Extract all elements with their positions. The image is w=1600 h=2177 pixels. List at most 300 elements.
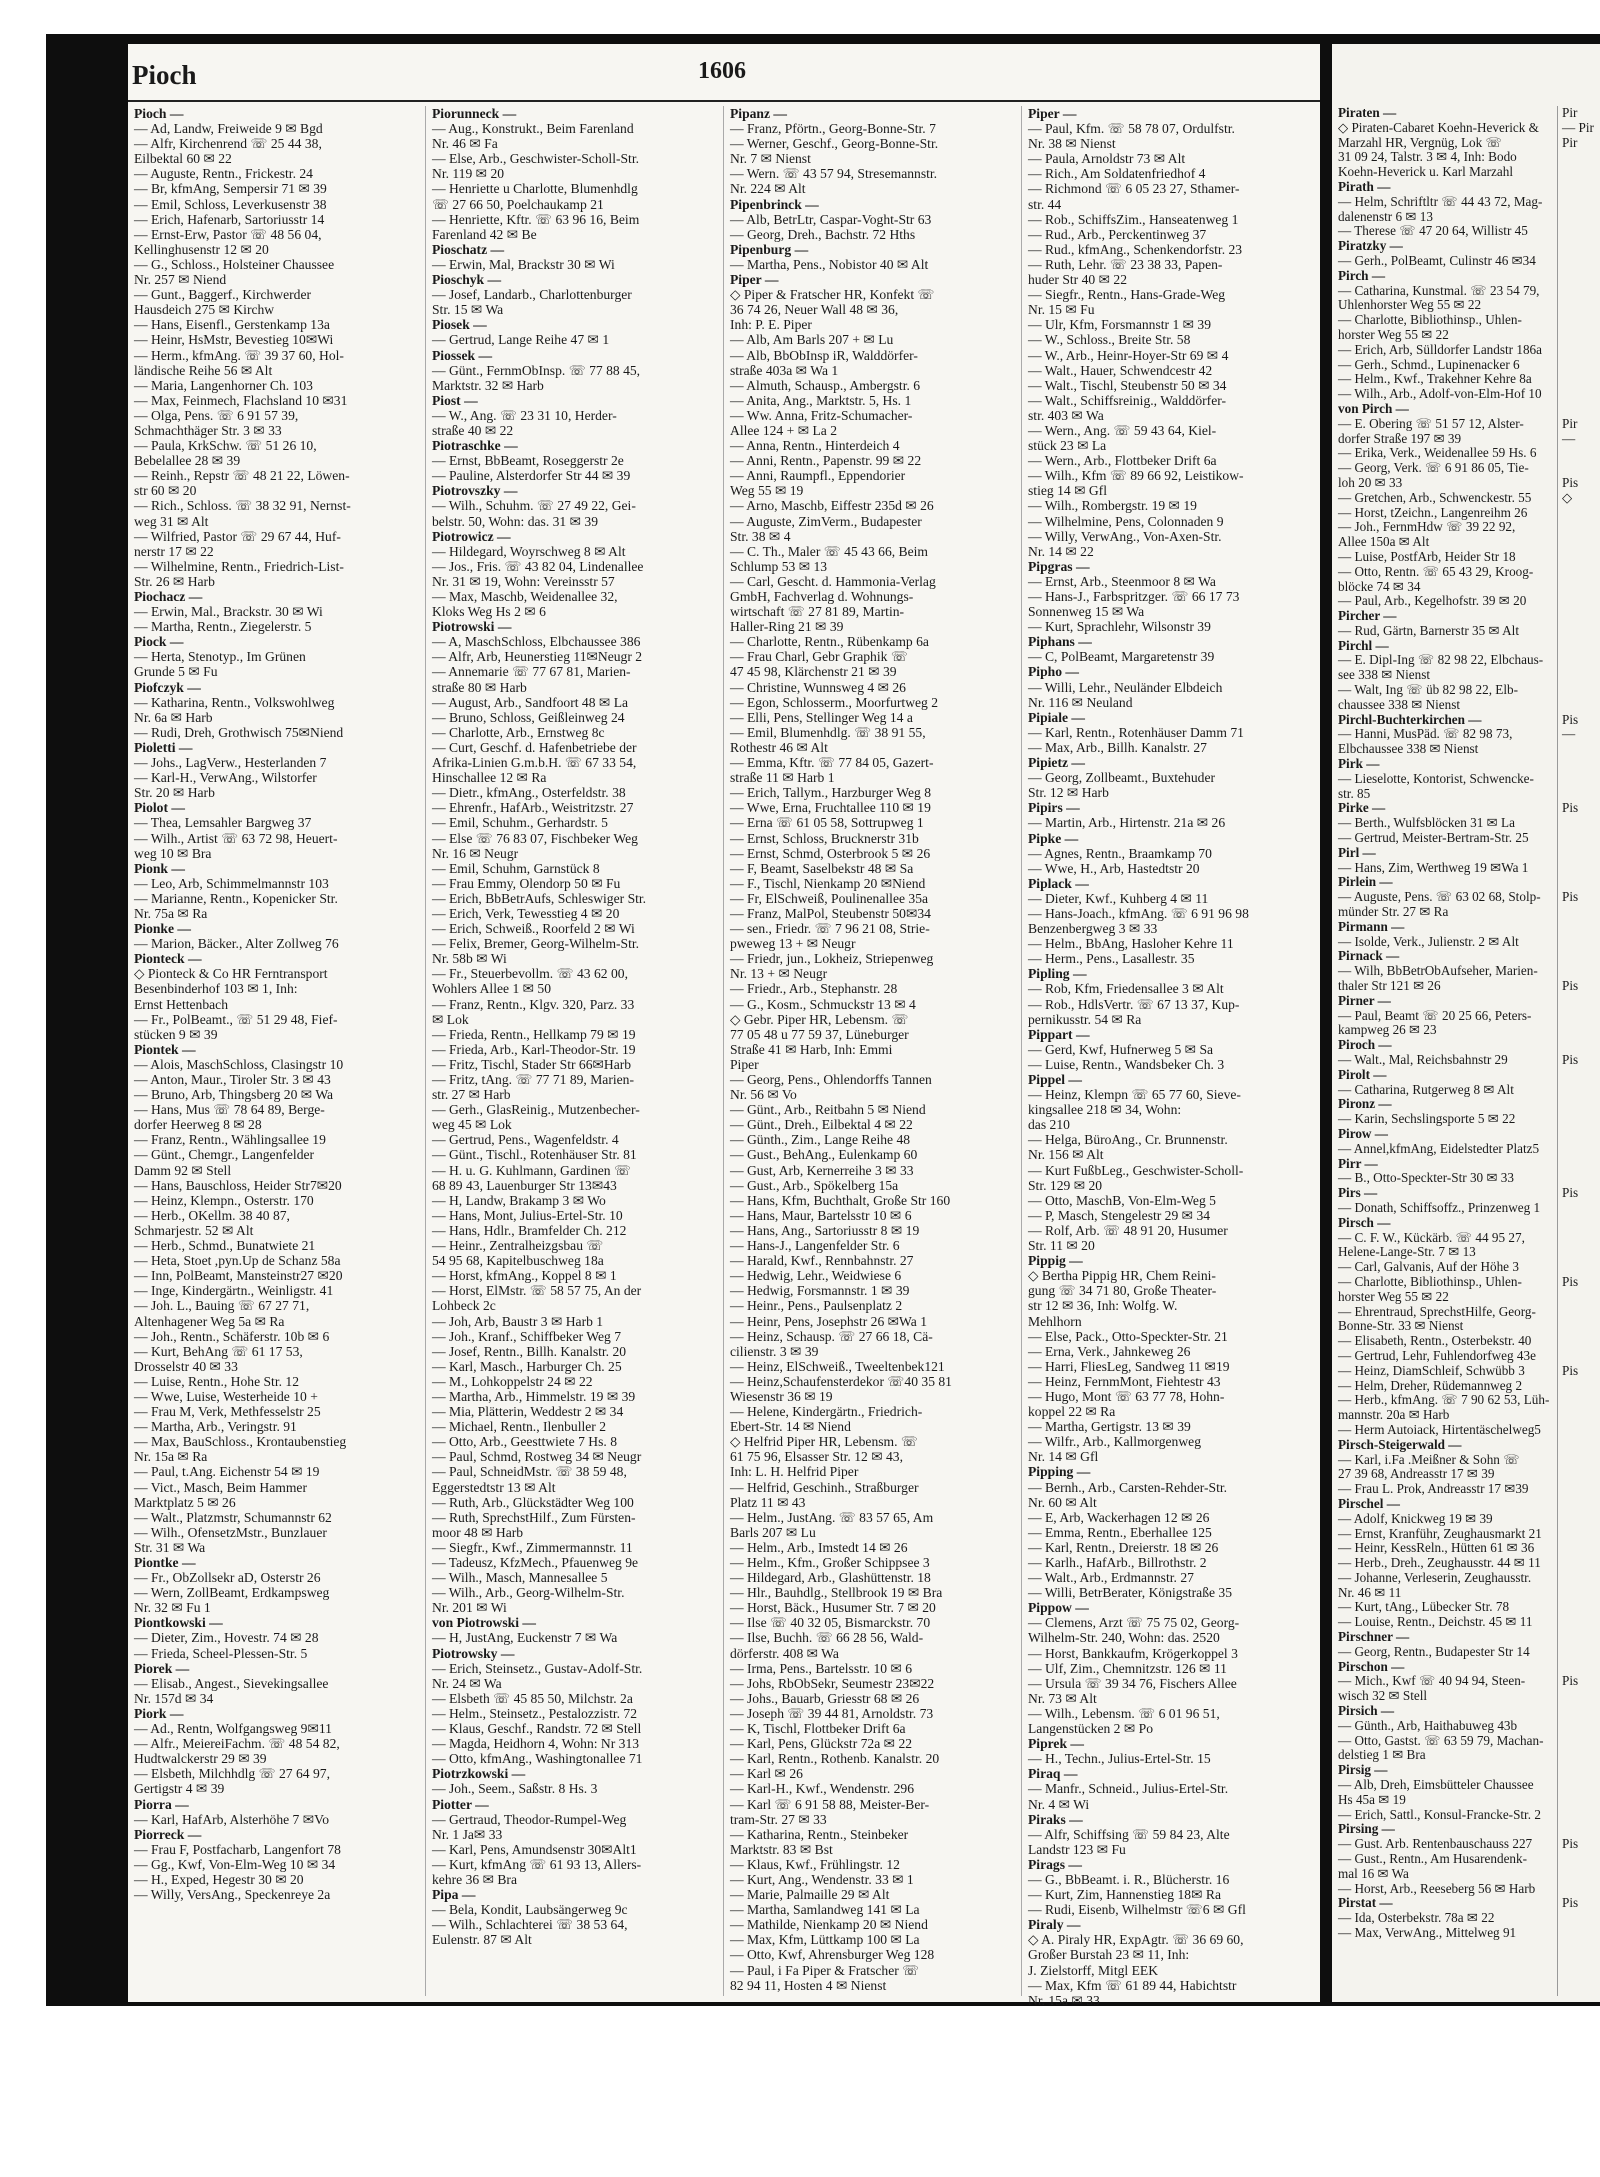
directory-entry-line: — Gertraud, Theodor-Rumpel-Weg — [432, 1811, 627, 1827]
directory-entry-line: — Karl, Rentn., Rotenhäuser Damm 71 — [1028, 724, 1244, 740]
surname-heading: Pirk — — [1338, 756, 1380, 772]
directory-entry-line: dorfer Straße 197 ✉ 39 — [1338, 430, 1462, 446]
directory-entry-line: Nr. 60 ✉ Alt — [1028, 1494, 1097, 1510]
directory-entry-line: — Erich, Tallym., Harzburger Weg 8 — [730, 785, 932, 801]
directory-entry-line: — Aug., Konstrukt., Beim Farenland — [432, 121, 634, 137]
directory-entry-line: — Herb., kfmAng. ☏ 7 90 62 53, Lüh- — [1338, 1392, 1550, 1408]
directory-entry-line: — Fr., PolBeamt., ☏ 51 29 48, Fief- — [134, 1011, 338, 1027]
directory-entry-line: — Karl, Rentn., Rothenb. Kanalstr. 20 — [730, 1751, 940, 1767]
directory-entry-line — [1562, 1704, 1600, 1719]
directory-entry-line: — C. F. W., Kückärb. ☏ 44 95 27, — [1338, 1229, 1525, 1245]
directory-entry-line: str 60 ✉ 20 — [134, 483, 197, 499]
directory-entry-line: — Ernst, BbBeamt, Roseggerstr 2e — [432, 453, 624, 469]
directory-entry-line — [1562, 1571, 1600, 1586]
directory-entry-line: — Mia, Plätterin, Weddestr 2 ✉ 34 — [432, 1404, 624, 1420]
directory-entry-line: — Frau F, Postfacharb, Langenfort 78 — [134, 1841, 341, 1857]
directory-entry-line: — Frieda, Scheel-Plessen-Str. 5 — [134, 1645, 308, 1661]
directory-entry-line: — Helm., BbAng, Hasloher Kehre 11 — [1028, 936, 1234, 952]
directory-entry-line: Str. 11 ✉ 20 — [1028, 1238, 1095, 1254]
directory-entry-line: — Martha, Arb., Himmelstr. 19 ✉ 39 — [432, 1388, 636, 1404]
directory-entry-line: — Else, Pack., Otto-Speckter-Str. 21 — [1028, 1328, 1228, 1344]
directory-entry-line — [1562, 1482, 1600, 1497]
directory-entry-line: Altenhagener Weg 5a ✉ Ra — [134, 1313, 285, 1329]
directory-entry-line: — Walt., Tischl, Steubenstr 50 ✉ 34 — [1028, 377, 1227, 393]
directory-entry-line: — Paul, Arb., Kegelhofstr. 39 ✉ 20 — [1338, 593, 1527, 609]
directory-entry-line: — Gg., Kwf, Von-Elm-Weg 10 ✉ 34 — [134, 1856, 336, 1872]
directory-entry-line: — Willy, VerwAng., Von-Axen-Str. — [1028, 528, 1222, 544]
surname-heading: Pionke — — [134, 921, 192, 937]
directory-entry-line: Nr. 73 ✉ Alt — [1028, 1690, 1097, 1706]
directory-entry-line — [1562, 1527, 1600, 1542]
directory-entry-line: — Egon, Schlosserm., Moorfurtweg 2 — [730, 694, 939, 710]
directory-entry-line: — Inge, Kindergärtn., Weinligstr. 41 — [134, 1283, 334, 1299]
directory-entry-line: — Rich., Am Soldatenfriedhof 4 — [1028, 166, 1206, 182]
directory-entry-line: — Joseph ☏ 39 44 81, Arnoldstr. 73 — [730, 1705, 934, 1721]
directory-entry-line — [1562, 402, 1600, 417]
directory-entry-line: Schmachthäger Str. 3 ✉ 33 — [134, 422, 282, 438]
directory-entry-line: — Helm., Kfm., Großer Schippsee 3 — [730, 1555, 930, 1570]
directory-entry-line: moor 48 ✉ Harb — [432, 1524, 524, 1540]
directory-entry-line — [1562, 1408, 1600, 1423]
directory-entry-line: Afrika-Linien G.m.b.H. ☏ 67 33 54, — [432, 755, 637, 771]
directory-entry-line: Nr. 13 + ✉ Neugr — [730, 966, 828, 982]
surname-heading: Piork — — [134, 1705, 184, 1721]
directory-entry-line: weg 10 ✉ Bra — [134, 845, 212, 861]
surname-heading: Pippel — — [1028, 1072, 1083, 1087]
directory-entry-line: thaler Str 121 ✉ 26 — [1338, 978, 1441, 994]
surname-heading: Piock — — [134, 634, 184, 650]
directory-entry-line: — Henriette, Kftr. ☏ 63 96 16, Beim — [432, 211, 640, 227]
surname-heading: Pioch — — [134, 106, 184, 121]
directory-entry-line: — Heinz, DiamSchleif, Schwübb 3 — [1338, 1362, 1525, 1378]
directory-entry-line: — Frieda, Rentn., Hellkamp 79 ✉ 19 — [432, 1026, 636, 1042]
directory-entry-line: — Joh., FernmHdw ☏ 39 22 92, — [1338, 519, 1516, 535]
directory-entry-line: Nr. 15a ✉ 33 — [1028, 1992, 1100, 2008]
directory-entry-line: — Erwin, Mal, Brackstr 30 ✉ Wi — [432, 256, 615, 272]
directory-entry-line — [1562, 565, 1600, 580]
directory-entry-line: — Dieter, Zim., Hovestr. 74 ✉ 28 — [134, 1630, 319, 1646]
directory-entry-line — [1562, 1393, 1600, 1408]
directory-entry-line — [1562, 683, 1600, 698]
directory-entry-line: Elbchaussee 338 ✉ Nienst — [1338, 741, 1479, 757]
directory-entry-line: — Friedr., Arb., Stephanstr. 28 — [730, 981, 898, 997]
directory-entry-line — [1562, 757, 1600, 772]
directory-entry-line: Wilhelm-Str. 240, Wohn: das. 2520 — [1028, 1630, 1220, 1646]
directory-entry-line: — P, Masch, Stengelestr 29 ✉ 34 — [1028, 1207, 1211, 1223]
directory-entry-line: — Pir — [1562, 119, 1594, 135]
directory-entry-line: — Paula, KrkSchw. ☏ 51 26 10, — [134, 438, 317, 454]
directory-entry-line: Nr. 16 ✉ Neugr — [432, 845, 519, 861]
directory-entry-line: — Hans-Joach., kfmAng. ☏ 6 91 96 98 — [1028, 905, 1249, 921]
facing-page-columns — [1332, 106, 1600, 1996]
directory-entry-line: straße 403a ✉ Wa 1 — [730, 362, 839, 378]
surname-heading: Piotrovszky — — [432, 483, 518, 499]
surname-heading: Pirschon — — [1338, 1658, 1405, 1674]
directory-entry-line: Nr. 224 ✉ Alt — [730, 181, 806, 197]
directory-entry-line: — Georg, Dreh., Bachstr. 72 Hths — [730, 226, 916, 242]
directory-entry-line: — Wilh., OfensetzMstr., Bunzlauer — [134, 1524, 327, 1540]
surname-heading: Piotrowski — — [432, 619, 512, 635]
directory-entry-line: — Erna, Verk., Jahnkeweg 26 — [1028, 1343, 1191, 1359]
directory-entry-line: — Wilfr., Arb., Kallmorgenweg — [1028, 1434, 1202, 1450]
surname-heading: Piorek — — [134, 1660, 190, 1676]
directory-entry-line: — Helm., JustAng. ☏ 83 57 65, Am — [730, 1509, 934, 1525]
directory-entry-line: — Ernst, Schloss, Brucknerstr 31b — [730, 830, 919, 846]
surname-heading: Piotter — — [432, 1796, 489, 1812]
directory-entry-line: — Erich, Hafenarb, Sartoriusstr 14 — [134, 211, 325, 227]
directory-entry-line: — Gerh., Schmd., Lupinenacker 6 — [1338, 356, 1520, 372]
directory-entry-line: — Alfr, Kirchenrend ☏ 25 44 38, — [134, 136, 322, 152]
directory-entry-line: — Max, Kfm ☏ 61 89 44, Habichtstr — [1028, 1977, 1237, 1993]
directory-entry-line: see 338 ✉ Nienst — [1338, 667, 1430, 683]
directory-entry-line: — Erna ☏ 61 05 58, Sottrupweg 1 — [730, 815, 924, 831]
directory-entry-line: — Frieda, Arb., Karl-Theodor-Str. 19 — [432, 1041, 636, 1057]
directory-entry-line: Bebelallee 28 ✉ 39 — [134, 453, 241, 469]
directory-entry-line: — Thea, Lemsahler Bargweg 37 — [134, 815, 312, 831]
directory-entry-line: Nr. 14 ✉ Gfl — [1028, 1449, 1099, 1465]
directory-entry-line: Pis — [1562, 889, 1579, 905]
directory-columns — [128, 106, 1320, 2008]
directory-entry-line: Besenbinderhof 103 ✉ 1, Inh: — [134, 981, 298, 997]
surname-heading: Pircher — — [1338, 608, 1397, 624]
directory-entry-line: — Ad., Rentn, Wolfgangsweg 9✉11 — [134, 1721, 332, 1737]
directory-entry-line: Damm 92 ✉ Stell — [134, 1162, 232, 1178]
directory-entry-line: ☏ 27 66 50, Poelchaukamp 21 — [432, 196, 604, 212]
surname-heading: Pioschatz — — [432, 241, 505, 257]
directory-entry-line: — Walt, Ing ☏ üb 82 98 22, Elb- — [1338, 682, 1519, 698]
directory-entry-line — [1562, 1660, 1600, 1675]
directory-entry-line: 68 89 43, Lauenburger Str 13✉43 — [432, 1177, 617, 1193]
directory-entry-line: — Siegfr., Kwf., Zimmermannstr. 11 — [432, 1539, 633, 1555]
surname-heading: Piraten — — [1338, 105, 1397, 120]
directory-entry-line: Sonnenweg 15 ✉ Wa — [1028, 604, 1145, 620]
directory-entry-line: str. 85 — [1338, 785, 1371, 801]
directory-entry-line: ◇ Helfrid Piper HR, Lebensm. ☏ — [730, 1434, 918, 1450]
directory-entry-line: — Günth., Arb, Haithabuweg 43b — [1338, 1717, 1518, 1733]
directory-entry-line: — Hildegard, Woyrschweg 8 ✉ Alt — [432, 543, 626, 559]
directory-entry-line: — Paul, Schmd, Rostweg 34 ✉ Neugr — [432, 1449, 642, 1465]
directory-entry-line: ◇ Bertha Pippig HR, Chem Reini- — [1028, 1268, 1216, 1284]
directory-entry-line — [1562, 239, 1600, 254]
surname-heading: Pipa — — [432, 1887, 476, 1903]
directory-entry-line: — Gust, Arb, Kernerreihe 3 ✉ 33 — [730, 1162, 914, 1178]
directory-entry-line — [1562, 1127, 1600, 1142]
directory-entry-line: — Helfrid, Geschinh., Straßburger — [730, 1479, 919, 1495]
directory-entry-line: — Wwe, Erna, Fruchtallee 110 ✉ 19 — [730, 800, 931, 816]
directory-entry-line: — Max, Maschb, Weidenallee 32, — [432, 589, 618, 604]
directory-entry-line: — Anni, Raumpfl., Eppendorier — [730, 468, 906, 484]
directory-entry-line: — Joh., Rentn., Schäferstr. 10b ✉ 6 — [134, 1328, 330, 1344]
directory-entry-line: — Willi, BetrBerater, Königstraße 35 — [1028, 1585, 1233, 1601]
directory-entry-line — [1562, 165, 1600, 180]
directory-entry-line: — Erich, BbBetrAufs, Schleswiger Str. — [432, 890, 647, 906]
directory-entry-line: — Frau Charl, Gebr Graphik ☏ — [730, 649, 908, 665]
surname-heading: Pirschel — — [1338, 1495, 1400, 1511]
directory-entry-line: — Hans-J., Langenfelder Str. 6 — [730, 1238, 900, 1254]
directory-entry-line: — Luise, Rentn., Wandsbeker Ch. 3 — [1028, 1056, 1225, 1072]
directory-entry-line: — Heinz,Schaufensterdekor ☏40 35 81 — [730, 1373, 952, 1389]
directory-entry-line: — Hans, Ang., Sartoriusstr 8 ✉ 19 — [730, 1222, 920, 1238]
directory-entry-line: — Günt., Tischl., Rotenhäuser Str. 81 — [432, 1147, 637, 1163]
directory-entry-line: — Gust., Arb., Spökelberg 15a — [730, 1177, 899, 1193]
directory-entry-line: — Charlotte, Rentn., Rübenkamp 6a — [730, 634, 929, 650]
directory-entry-line — [1562, 846, 1600, 861]
directory-entry-line: — Carl, Galvanis, Auf der Höhe 3 — [1338, 1259, 1519, 1275]
directory-entry-line: — Arno, Maschb, Eiffestr 235d ✉ 26 — [730, 498, 934, 514]
directory-entry-line: — Hildegard, Arb., Glashüttenstr. 18 — [730, 1570, 931, 1586]
directory-entry-line: — E. Obering ☏ 51 57 12, Alster- — [1338, 415, 1524, 431]
surname-heading: Piraq — — [1028, 1766, 1078, 1782]
directory-entry-line: 82 94 11, Hosten 4 ✉ Nienst — [730, 1977, 887, 1993]
directory-entry-line: — Karl, HafArb, Alsterhöhe 7 ✉Vo — [134, 1811, 329, 1827]
directory-entry-line: Pis — [1562, 1895, 1579, 1911]
directory-entry-line: — Horst, tZeichn., Langenreihm 26 — [1338, 504, 1528, 520]
directory-entry-line: — Ilse, Buchh. ☏ 66 28 56, Wald- — [730, 1630, 924, 1646]
directory-entry-line: — Hans, Eisenfl., Gerstenkamp 13a — [134, 317, 330, 333]
surname-heading: Pirolt — — [1338, 1066, 1387, 1082]
directory-entry-line: — Emil, Schloss, Leverkusenstr 38 — [134, 196, 327, 212]
directory-entry-line: — Johs., Bauarb, Griesstr 68 ✉ 26 — [730, 1690, 920, 1706]
directory-entry-line: — Hans-J., Farbspritzger. ☏ 66 17 73 — [1028, 589, 1240, 604]
directory-entry-line: — Emil, Schuhm., Gerhardstr. 5 — [432, 815, 608, 831]
surname-heading: Piontek — — [134, 1041, 196, 1057]
surname-heading: Pirnack — — [1338, 948, 1400, 964]
directory-entry-line — [1562, 949, 1600, 964]
directory-entry-line: wirtschaft ☏ 27 81 89, Martin- — [730, 604, 905, 620]
directory-entry-line: Pis — [1562, 1185, 1579, 1201]
surname-heading: Pipanz — — [730, 106, 788, 121]
surname-heading: Pirke — — [1338, 800, 1386, 816]
surname-heading: Piotrowsky — — [432, 1645, 515, 1661]
directory-entry-line: — Hans, Kfm, Buchthalt, Große Str 160 — [730, 1192, 951, 1208]
directory-entry-line: — Max, BauSchloss., Krontaubenstieg — [134, 1434, 347, 1450]
surname-heading: Pioschyk — — [432, 272, 502, 288]
directory-entry-line: — Marie, Palmaille 29 ✉ Alt — [730, 1887, 890, 1903]
directory-entry-line: — Hans, Maur, Bartelsstr 10 ✉ 6 — [730, 1207, 912, 1223]
directory-entry-line: — Emma, Kftr. ☏ 77 84 05, Gazert- — [730, 755, 934, 771]
directory-entry-line: Allee 124 + ✉ La 2 — [730, 422, 838, 438]
directory-entry-line: Str. 129 ✉ 20 — [1028, 1177, 1103, 1193]
directory-entry-line: — Georg, Zollbeamt., Buxtehuder — [1028, 770, 1216, 786]
directory-entry-line: — C, PolBeamt, Margaretenstr 39 — [1028, 649, 1215, 665]
directory-entry-line — [1562, 1763, 1600, 1778]
directory-entry-line: — Hans, Mus ☏ 78 64 89, Berge- — [134, 1102, 325, 1118]
directory-entry-line — [1562, 1201, 1600, 1216]
directory-entry-line: dalenenstr 6 ✉ 13 — [1338, 208, 1433, 224]
directory-entry-line: — Helm., Kwf., Trakehner Kehre 8a — [1338, 371, 1532, 387]
directory-entry-line: — Otto, MaschB, Von-Elm-Weg 5 — [1028, 1192, 1216, 1208]
directory-entry-line — [1562, 875, 1600, 890]
directory-entry-line — [1562, 580, 1600, 595]
directory-entry-line: — Gretchen, Arb., Schwenckestr. 55 — [1338, 489, 1532, 505]
directory-entry-line: — Günt., Dreh., Eilbektal 4 ✉ 22 — [730, 1117, 913, 1133]
directory-entry-line: — H, Landw, Brakamp 3 ✉ Wo — [432, 1192, 606, 1208]
directory-entry-line — [1562, 1379, 1600, 1394]
surname-heading: Pipho — — [1028, 664, 1079, 680]
directory-entry-line: — Gust., Rentn., Am Husarendenk- — [1338, 1851, 1527, 1867]
directory-entry-line: — Erich, Schweiß., Roorfeld 2 ✉ Wi — [432, 921, 635, 937]
directory-entry-line: — Klaus, Geschf., Randstr. 72 ✉ Stell — [432, 1721, 642, 1737]
directory-entry-line: — Ww. Anna, Fritz-Schumacher- — [730, 407, 913, 423]
directory-entry-line: — Willy, VersAng., Speckenreye 2a — [134, 1887, 331, 1903]
directory-entry-line: — Helene, Kindergärtn., Friedrich- — [730, 1404, 923, 1420]
directory-entry-line: — Frau L. Prok, Andreasstr 17 ✉39 — [1338, 1481, 1529, 1497]
surname-heading: Pipirs — — [1028, 800, 1080, 816]
surname-heading: Piraly — — [1028, 1917, 1081, 1933]
directory-entry-line: — W., Arb., Heinr-Hoyer-Str 69 ✉ 4 — [1028, 347, 1229, 363]
directory-entry-line: — Br, kfmAng, Sempersir 71 ✉ 39 — [134, 181, 327, 197]
directory-entry-line: — Joh., Kranf., Schiffbeker Weg 7 — [432, 1328, 622, 1344]
directory-entry-line: — Wern, ZollBeamt, Erdkampsweg — [134, 1585, 330, 1601]
directory-entry-line: — Walt., Hauer, Schwendcestr 42 — [1028, 362, 1213, 378]
directory-entry-line: — Tadeusz, KfzMech., Pfauenweg 9e — [432, 1555, 639, 1570]
directory-entry-line: — Paul, i Fa Piper & Fratscher ☏ — [730, 1962, 920, 1978]
directory-entry-line: — Kurt, Ang., Wendenstr. 33 ✉ 1 — [730, 1871, 914, 1887]
facing-page — [1332, 44, 1600, 2002]
directory-entry-line: — Max, VerwAng., Mittelweg 91 — [1338, 1925, 1517, 1941]
directory-entry-line: — Erich, Steinsetz., Gustav-Adolf-Str. — [432, 1660, 643, 1676]
directory-entry-line: Pis — [1562, 1836, 1579, 1852]
directory-entry-line: — Karl, i.Fa .Meißner & Sohn ☏ — [1338, 1451, 1520, 1467]
directory-entry-line — [1562, 1822, 1600, 1837]
directory-entry-line: — Alb, BetrLtr, Caspar-Voght-Str 63 — [730, 211, 932, 227]
directory-entry-line: delstieg 1 ✉ Bra — [1338, 1747, 1426, 1763]
directory-entry-line: — Herb., Dreh., Zeughausstr. 44 ✉ 11 — [1338, 1555, 1541, 1571]
directory-entry-line: nerstr 17 ✉ 22 — [134, 543, 214, 559]
directory-entry-line: Drosselstr 40 ✉ 33 — [134, 1358, 238, 1374]
directory-entry-line: — Heinr, KessReln., Hütten 61 ✉ 36 — [1338, 1540, 1535, 1556]
surname-heading: Pionk — — [134, 860, 185, 876]
directory-entry-line: — Rudi, Dreh, Grothwisch 75✉Niend — [134, 724, 344, 740]
directory-entry-line: horster Weg 55 ✉ 22 — [1338, 1288, 1449, 1304]
directory-entry-line — [1562, 1216, 1600, 1231]
surname-heading: Piotrowicz — — [432, 528, 511, 544]
directory-entry-line: — Catharina, Rutgerweg 8 ✉ Alt — [1338, 1081, 1514, 1097]
directory-entry-line — [1562, 1171, 1600, 1186]
directory-entry-line: 27 39 68, Andreasstr 17 ✉ 39 — [1338, 1466, 1495, 1482]
directory-entry-line: tram-Str. 27 ✉ 33 — [730, 1811, 827, 1827]
directory-entry-line: Hudtwalckerstr 29 ✉ 39 — [134, 1751, 267, 1767]
surname-heading: Pirner — — [1338, 992, 1391, 1008]
directory-entry-line: — Marion, Bäcker., Alter Zollweg 76 — [134, 936, 339, 952]
directory-entry-line: Lohbeck 2c — [432, 1298, 496, 1314]
directory-entry-line — [1562, 550, 1600, 565]
directory-entry-line: — Franz, Pförtn., Georg-Bonne-Str. 7 — [730, 121, 936, 137]
directory-entry-line: — Otto, Gastst. ☏ 63 59 79, Machan- — [1338, 1732, 1544, 1748]
directory-entry-line: — Hanni, MusPäd. ☏ 82 98 73, — [1338, 726, 1513, 742]
surname-heading: Piper — — [1028, 106, 1077, 121]
directory-entry-line — [1562, 1038, 1600, 1053]
directory-entry-line: — Adolf, Knickweg 19 ✉ 39 — [1338, 1510, 1493, 1526]
directory-entry-line: Nr. 116 ✉ Neuland — [1028, 694, 1133, 710]
directory-entry-line: — Rob., HdlsVertr. ☏ 67 13 37, Kup- — [1028, 996, 1240, 1012]
directory-entry-line: — Gerd, Kwf, Hufnerweg 5 ✉ Sa — [1028, 1041, 1214, 1057]
directory-entry-line: — — [1562, 430, 1576, 446]
directory-entry-line: — Frau M, Verk, Methfesselstr 25 — [134, 1404, 321, 1420]
surname-heading: Pirsch — — [1338, 1214, 1391, 1230]
directory-entry-line: — Paula, Arnoldstr 73 ✉ Alt — [1028, 151, 1186, 167]
directory-entry-line — [1562, 1615, 1600, 1630]
directory-entry-line — [1562, 1512, 1600, 1527]
directory-entry-line: — G., Schloss., Holsteiner Chaussee — [134, 256, 335, 272]
directory-entry-line: Str. 20 ✉ Harb — [134, 785, 215, 801]
directory-entry-line: — Mathilde, Nienkamp 20 ✉ Niend — [730, 1917, 928, 1933]
directory-entry-line: — Helm, Dreher, Rüdemannweg 2 — [1338, 1377, 1523, 1393]
directory-entry-line: ◇ Piper & Fratscher HR, Konfekt ☏ — [730, 287, 935, 303]
directory-entry-line: — Felix, Bremer, Georg-Wilhelm-Str. — [432, 936, 640, 952]
directory-entry-line: — Karin, Sechslingsporte 5 ✉ 22 — [1338, 1111, 1516, 1127]
directory-entry-line: Nr. 32 ✉ Fu 1 — [134, 1600, 211, 1616]
surname-heading: Piossek — — [432, 347, 493, 363]
directory-entry-line: — W., Ang. ☏ 23 31 10, Herder- — [432, 407, 617, 423]
directory-entry-line: — Martha, Gertigstr. 13 ✉ 39 — [1028, 1419, 1191, 1435]
directory-entry-line — [1562, 1882, 1600, 1897]
directory-entry-line — [1562, 461, 1600, 476]
directory-entry-line: Bonne-Str. 33 ✉ Nienst — [1338, 1318, 1464, 1334]
directory-entry-line: — Horst, Bäck., Husumer Str. 7 ✉ 20 — [730, 1600, 936, 1616]
directory-entry-line: — Therese ☏ 47 20 64, Willistr 45 — [1338, 223, 1528, 239]
directory-entry-line: Haller-Ring 21 ✉ 39 — [730, 619, 844, 635]
directory-entry-line — [1562, 772, 1600, 787]
directory-entry-line: — E, Arb, Wackerhagen 12 ✉ 26 — [1028, 1509, 1210, 1525]
surname-heading: Piratzky — — [1338, 238, 1403, 254]
directory-entry-line: Hinschallee 12 ✉ Ra — [432, 770, 547, 786]
directory-entry-line: — Wilh., Arb., Georg-Wilhelm-Str. — [432, 1585, 625, 1601]
directory-entry-line: — Günt., Arb., Reitbahn 5 ✉ Niend — [730, 1102, 926, 1118]
directory-entry-line: Schlump 53 ✉ 13 — [730, 558, 828, 574]
directory-entry-line: Nr. 4 ✉ Wi — [1028, 1796, 1090, 1812]
directory-entry-line: — Wilhelmine, Rentn., Friedrich-List- — [134, 558, 344, 574]
directory-entry-line: Langenstücken 2 ✉ Po — [1028, 1721, 1154, 1737]
surname-heading: Pirow — — [1338, 1125, 1388, 1141]
directory-entry-line: — Wwe, Luise, Westerheide 10 + — [134, 1388, 318, 1404]
directory-entry-line: Pis — [1562, 1362, 1579, 1378]
directory-entry-line: — Katharina, Rentn., Volkswohlweg — [134, 694, 335, 710]
directory-entry-line: gung ☏ 34 71 80, Große Theater- — [1028, 1283, 1217, 1299]
directory-entry-line: Schmarjestr. 52 ✉ Alt — [134, 1222, 254, 1238]
directory-entry-line — [1562, 935, 1600, 950]
directory-entry-line: — Else, Arb., Geschwister-Scholl-Str. — [432, 151, 640, 167]
surname-heading: Piochacz — — [134, 589, 203, 604]
directory-entry-line: Str. 31 ✉ Wa — [134, 1539, 206, 1555]
directory-entry-line: Nr. 24 ✉ Wa — [432, 1675, 502, 1691]
directory-entry-line — [1562, 1334, 1600, 1349]
directory-entry-line: — Otto, Kwf, Ahrensburger Weg 128 — [730, 1947, 935, 1963]
directory-entry-line: — Elsbeth ☏ 45 85 50, Milchstr. 2a — [432, 1690, 633, 1706]
directory-entry-line: Ebert-Str. 14 ✉ Niend — [730, 1419, 851, 1435]
surname-heading: Piraks — — [1028, 1811, 1083, 1827]
directory-entry-line: Nr. 38 ✉ Nienst — [1028, 136, 1116, 152]
directory-entry-line: wisch 32 ✉ Stell — [1338, 1688, 1428, 1704]
directory-entry-line: — Wern., Arb., Flottbeker Drift 6a — [1028, 453, 1217, 469]
directory-entry-line: — Erika, Verk., Weidenallee 59 Hs. 6 — [1338, 445, 1537, 461]
directory-entry-line — [1562, 920, 1600, 935]
scan-frame — [46, 34, 1600, 2006]
directory-entry-line — [1562, 861, 1600, 876]
surname-heading: Pirath — — [1338, 178, 1391, 194]
directory-entry-line: Grunde 5 ✉ Fu — [134, 664, 218, 680]
directory-entry-line — [1562, 1719, 1600, 1734]
directory-entry-line: — Gerh., GlasReinig., Mutzenbecher- — [432, 1102, 640, 1118]
directory-entry-line: — Hlr., Bauhdlg., Stellbrook 19 ✉ Bra — [730, 1585, 943, 1601]
surname-heading: Pipenburg — — [730, 241, 809, 257]
directory-entry-line: — Otto, Rentn. ☏ 65 43 29, Kroog- — [1338, 563, 1534, 579]
directory-entry-line: — Hans, Zim, Werthweg 19 ✉Wa 1 — [1338, 859, 1529, 875]
directory-entry-line: — F, Beamt, Saselbekstr 48 ✉ Sa — [730, 860, 914, 876]
surname-heading: Piorreck — — [134, 1826, 202, 1842]
directory-entry-line — [1562, 787, 1600, 802]
directory-entry-line: — Alb, BbObInsp iR, Walddörfer- — [730, 347, 918, 363]
